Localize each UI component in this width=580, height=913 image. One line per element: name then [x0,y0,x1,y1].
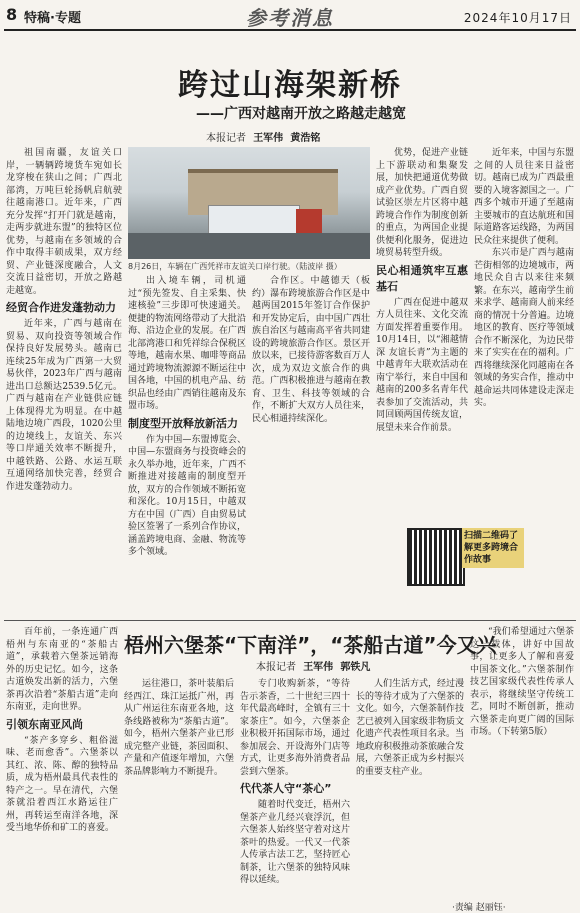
section-heading: 经贸合作进发蓬勃动力 [6,301,116,314]
article-column [124,678,234,898]
article-column [128,275,246,615]
author-name: 王军伟 [253,133,284,144]
article-title: 梧州六堡茶“下南洋”，“茶船古道”今又兴 [124,633,497,657]
article-column [470,626,574,896]
masthead-logo: 参考消息 [246,6,334,30]
paragraph: 近年来，广西与越南在贸易、双向投资等领域合作保持良好发展势头。越南已连续25年成为广西第一大贸易伙伴，2023年广西与越南进出口总额达2539.5亿元。广西与越南在产业链供应链上体现得尤为明显。在中越陆地边境广西段，1020公里的边境线上，友谊关、东兴等口岸通关效率不断提升，中越铁路、公路、水运互联互通网络加快完善，经贸合作进发蓬勃动力。 [6,319,122,492]
paragraph: 广西在促进中越双方人员往来、文化交流方面发挥着重要作用。10月14日，以“湘越情深 友谊长青”为主题的中越青年大联欢活动在南宁举行，来自中国和越南的200多名青年代表参加了交流活动，共同回顾两国传统友谊，展望未来合作前景。 [376,297,468,433]
truck-cab [296,209,322,233]
paragraph: 出入境车辆，司机通过“预先签发、自主采集、快速核验”三步即可快速通关。便捷的物流网络带动了大批沿海、沿边企业的发展。在广西北部湾港口和凭祥综合保税区等地，越南水果、咖啡等商品通过跨境物流源源不断运往中国各地，中国的机电产品、纺织品也经由广西销往越南及东盟市场。 [128,276,246,411]
page-header [4,3,576,31]
truck-image [208,205,300,235]
section-heading: 代代茶人守“茶心” [240,782,332,795]
paragraph: 运往港口，茶叶装船后经西江、珠江运抵广州，再从广州运往东南亚各地，这条线路被称为“茶船古道”。如今，梧州六堡茶产业已形成完整产业链，茶园面积、产量和产值逐年增加，六堡茶品牌影响力不断提升。 [124,679,234,777]
article-column [376,147,468,517]
paragraph: 专门收购新茶，“等待告示茶香，二十世纪三四十年代最高峰时，全镇有三十家茶庄”。如今，六堡茶企业积极开拓国际市场，通过参加展会、开设海外门店等方式，让更多海外消费者品尝到六堡茶。 [240,679,350,777]
article-title: 跨过山海架新桥 [178,68,402,103]
article-column [356,678,464,898]
paragraph: 随着时代变迁，梧州六堡茶产业几经兴衰浮沉，但六堡茶人始终坚守着对这片茶叶的热爱。一代又一代茶人传承古法工艺，坚持匠心制茶，让六堡茶的独特风味得以延续。 [240,800,350,885]
byline-label: 本报记者 [206,133,246,144]
byline-label: 本报记者 [256,662,296,673]
article-subtitle: ——广西对越南开放之路越走越宽 [196,106,406,122]
author-name: 郭铁凡 [340,662,371,673]
article-column [6,626,118,896]
road [128,233,370,259]
article-byline [206,129,320,144]
issue-date: 2024年10月17日 [463,11,572,25]
paragraph: “茶产多穿乡、粗俗滋味、老而愈香”。六堡茶以其红、浓、陈、醇的独特品质，成为梧州最具代表性的特产之一。早在清代，六堡茶就沿着西江水路运往广州，再转运至南洋各地，深受当地华侨和矿工的喜爱。 [6,735,118,833]
article-byline [256,658,370,673]
section-heading: 民心相通筑牢互惠基石 [376,263,468,293]
section-heading: 引领东南亚风尚 [6,717,83,731]
article-column [240,678,350,898]
paragraph: 人们生活方式，经过漫长的等待才成为了六堡茶的文化。如今，六堡茶制作技艺已被列入国家级非物质文化遗产代表性项目名录。当地政府积极推动茶旅融合发展，六堡茶正成为乡村振兴的重要支柱产业。 [356,679,464,777]
paragraph: 优势，促进产业链上下游联动和集聚发展，加快把通道优势做成产业优势。广西自贸试验区崇左片区将中越跨境合作作为制度创新的重点，为两国企业提供便利化服务，促进边境贸易转型升级。 [376,148,468,258]
paragraph: 作为中国—东盟博览会、中国—东盟商务与投资峰会的永久举办地，近年来，广西不断推进对接越南的制度型开放，双方的合作领域不断拓宽和深化。10月15日，中越双方在中国（广西）自由贸易试验区签署了一系列合作协议，涵盖跨境电商、金融、物流等多个领域。 [128,434,246,557]
paragraph: 祖国南疆，友谊关口岸，一辆辆跨境货车宛如长龙穿梭在狭山之间；广西北部湾，万吨巨轮扬帆启航驶往越南港口。近年来，广西充分发挥“打开门就是越南，走两步就进东盟”的独特区位优势，与越南在多领域的合作中取得丰硕成果，双方经贸、产业链深度融合，人文交流日益密切，开放之路越走越宽。 [6,148,122,296]
paragraph: “我们希望通过六堡茶这一载体，讲好中国故事，让更多人了解和喜爱中国茶文化。”六堡茶制作技艺国家级代表性传承人表示，将继续坚守传统工艺，同时不断创新，推动六堡茶走向更广阔的国际市场。（下转第5版） [470,627,574,737]
page-number: 8 [6,5,18,24]
article-column [6,147,122,615]
author-name: 黄浩铭 [290,133,321,144]
article-column [252,275,370,615]
photo-caption: 8月26日，车辆在广西凭祥市友谊关口岸行驶。（陆波岸 摄） [128,262,342,271]
section-heading: 制度型开放释放新活力 [128,416,238,430]
section-name: 特稿·专题 [24,11,81,26]
qr-code[interactable] [407,528,465,586]
news-photo [128,147,370,259]
paragraph: 东兴市是广西与越南芒街相邻的边境城市，两地民众自古以来往来频繁。在东兴，越南学生前来求学、越南商人前来经商的情况十分普遍。边境地区的教育、医疗等领域合作不断深化，为边民带来了实实在在的福利。广西将继续深化同越南在各领域的务实合作，推动中越命运共同体建设走深走实。 [474,248,574,408]
paragraph: 百年前，一条连通广西梧州与东南亚的“茶船古道”，承载着六堡茶远销海外的历史记忆。如今，这条古道焕发出新的活力，六堡茶再次沿着“茶船古道”走向东南亚，走向世界。 [6,627,118,712]
paragraph: 合作区。中越德天（板约）瀑布跨境旅游合作区是中越两国2015年签订合作保护和开发协定后，由中国广西壮族自治区与越南高平省共同建设的跨境旅游合作区。景区开放以来，已接待游客数百万人次，成为双边文旅合作的典范。广西积极推进与越南在教育、卫生、科技等领域的合作，不断扩大双方人员往来，民心相通持续深化。 [252,276,370,424]
section-divider [4,620,576,621]
qr-caption: 扫描二维码了解更多跨境合作故事 [462,528,524,568]
author-name: 王军伟 [303,662,334,673]
paragraph: 近年来，中国与东盟之间的人员往来日益密切。越南已成为广西最重要的入境客源国之一。广西多个城市开通了至越南主要城市的直达航班和国际道路客运线路，为两国民众往来提供了便利。 [474,148,574,246]
editor-credit: ·责编 赵丽钰· [452,903,506,913]
